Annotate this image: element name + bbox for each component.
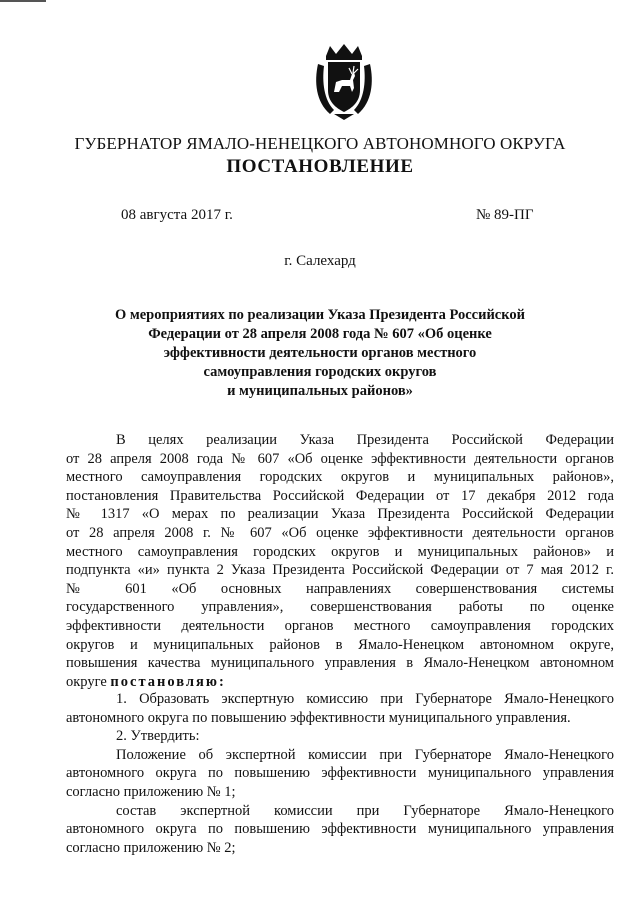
resolution-items (66, 690, 614, 857)
text-line: округов и муниципальных районов в Ямало-Ненецком автономном округе, (66, 636, 614, 653)
text-line: № 601 «Об основных направлениях совершенствования системы (66, 580, 614, 597)
title-line: эффективности деятельности органов местного (163, 345, 477, 361)
text-line: эффективности деятельности органов местного самоуправления городских (66, 617, 614, 634)
subitem-line: Положение об экспертной комиссии при Губернаторе Ямало-Ненецкого (116, 746, 614, 763)
issuer-title: ГУБЕРНАТОР ЯМАЛО-НЕНЕЦКОГО АВТОНОМНОГО ОКРУГА (74, 134, 566, 153)
document-city: г. Салехард (284, 253, 356, 269)
text-line: государственного управления», совершенствования работы по оценке (66, 599, 614, 616)
text-line: постановления Правительства Российской Федерации от 17 декабря 2012 года (66, 487, 614, 504)
document-title (110, 306, 530, 401)
title-line: О мероприятиях по реализации Указа Президента Российской (114, 307, 526, 323)
text-line: № 1317 «О мерах по реализации Указа Президента Российской Федерации (66, 506, 614, 523)
title-line: самоуправления городских округов (203, 364, 437, 380)
text-fragment: округе (66, 673, 111, 690)
subitem-line: состав экспертной комиссии при Губернаторе Ямало-Ненецкого (116, 802, 614, 819)
subitem-line: автономного округа по повышению эффективности муниципального управления (66, 765, 614, 782)
item-2-line: 2. Утвердить: (116, 728, 200, 745)
text-line: от 28 апреля 2008 года № 607 «Об оценке эффективности деятельности органов (66, 450, 614, 467)
title-line: и муниципальных районов» (227, 383, 413, 399)
document-number: № 89-ПГ (476, 207, 534, 223)
text-line: местного самоуправления городских округов и муниципальных районов» и (66, 543, 614, 560)
subitem-line: автономного округа по повышению эффективности муниципального управления (66, 821, 614, 838)
coat-of-arms-icon (312, 42, 376, 122)
decree-line (66, 673, 614, 692)
text-line: подпункта «и» пункта 2 Указа Президента Российской Федерации от 7 мая 2012 г. (66, 562, 614, 579)
preamble-paragraph (66, 431, 614, 691)
title-line: Федерации от 28 апреля 2008 года № 607 «Об оценке (148, 326, 492, 342)
item-1-line: 1. Образовать экспертную комиссию при Губернаторе Ямало-Ненецкого (116, 691, 614, 707)
subitem-line: согласно приложению № 2; (66, 839, 236, 856)
document-date: 08 августа 2017 г. (121, 207, 233, 223)
decree-word: постановляю: (110, 673, 226, 690)
text-line: местного самоуправления городских округов и муниципальных районов», (66, 469, 614, 486)
document-type-heading: ПОСТАНОВЛЕНИЕ (226, 156, 414, 177)
item-1-line: автономного округа по повышению эффективности муниципального управления. (66, 709, 571, 726)
scan-edge-mark (0, 0, 46, 2)
subitem-line: согласно приложению № 1; (66, 783, 236, 800)
text-line: повышения качества муниципального управления в Ямало-Ненецком автономном (66, 655, 614, 672)
text-line: от 28 апреля 2008 г. № 607 «Об оценке эффективности деятельности органов (66, 524, 614, 541)
text-line: В целях реализации Указа Президента Российской Федерации (116, 432, 614, 448)
